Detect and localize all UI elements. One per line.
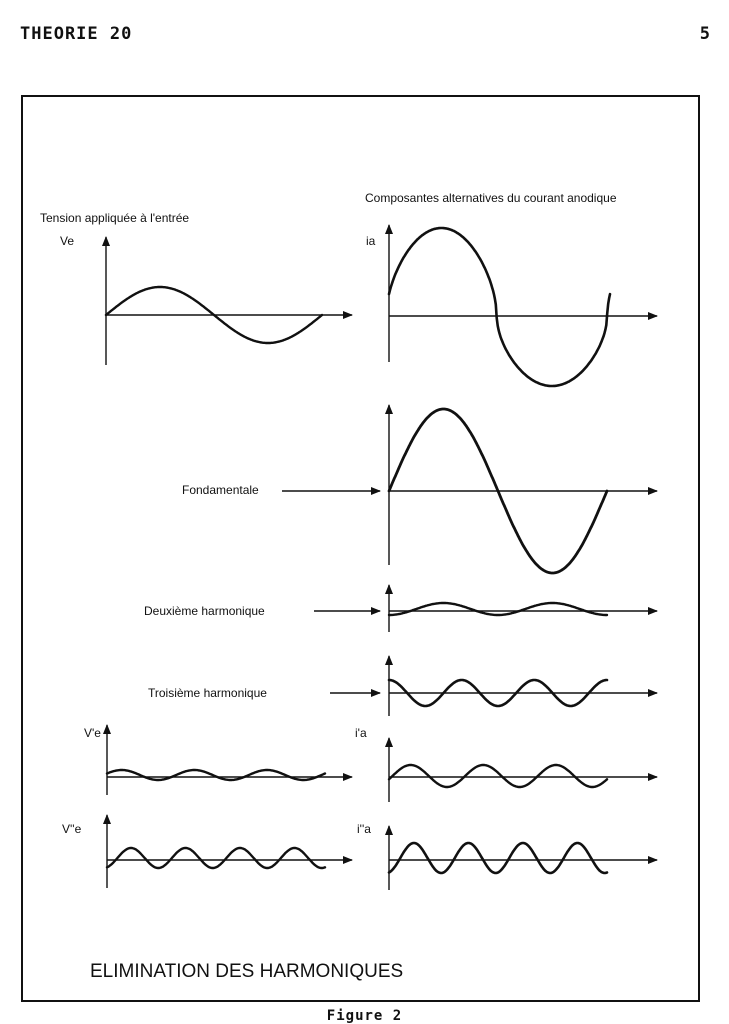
anode-components-label: Composantes alternatives du courant anodique — [365, 191, 617, 205]
ia-axis-label: ia — [366, 234, 376, 248]
input-voltage-label: Tension appliquée à l'entrée — [40, 211, 190, 225]
i-second-a-axis-label: i''a — [357, 822, 371, 836]
v-prime-e-axis-label: V'e — [84, 726, 101, 740]
ve-axis-label: Ve — [60, 234, 75, 248]
fundamental-label: Fondamentale — [182, 483, 259, 497]
ia-distorted-wave — [389, 228, 610, 386]
figure-caption: ELIMINATION DES HARMONIQUES — [90, 961, 404, 982]
second-harmonic-label: Deuxième harmonique — [144, 604, 265, 618]
i-prime-a-wave — [389, 765, 607, 787]
v-prime-e-wave — [107, 770, 325, 780]
figure-label: Figure 2 — [326, 1008, 403, 1024]
page-number: 5 — [699, 24, 711, 44]
v-second-e-axis-label: V''e — [62, 822, 82, 836]
third-harmonic-label: Troisième harmonique — [148, 686, 267, 700]
i-prime-a-axis-label: i'a — [355, 726, 367, 740]
i-second-a-wave — [389, 843, 607, 873]
v-second-e-wave — [107, 848, 325, 868]
page-header-title: THEORIE 20 — [20, 24, 133, 44]
second-harmonic-wave — [389, 603, 607, 615]
